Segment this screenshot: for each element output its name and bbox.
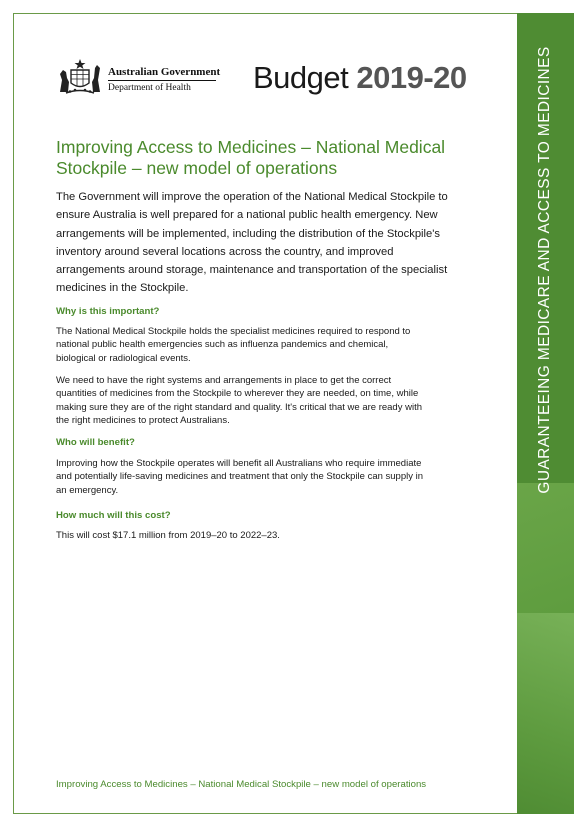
section-paragraph <box>56 457 476 497</box>
paragraph-line: an emergency. <box>56 484 119 496</box>
budget-heading <box>253 60 467 96</box>
department-name: Department of Health <box>108 83 191 93</box>
page-title <box>56 137 476 179</box>
title-line: Improving Access to Medicines – National Medical <box>56 137 446 157</box>
intro-line: arrangements around storage, maintenance and transportation of the specialist <box>56 264 448 277</box>
budget-year: 2019-20 <box>356 60 467 95</box>
intro-paragraph <box>56 188 476 298</box>
intro-line: ensure Australia is well prepared for a national public health emergency. New <box>56 209 438 222</box>
intro-line: arrangements will be implemented, including the distribution of the Stockpile's <box>56 227 440 240</box>
paragraph-line: This will cost $17.1 million from 2019–20 to 2022–23. <box>56 530 280 541</box>
logo-divider <box>108 80 216 81</box>
paragraph-line: biological or radiological events. <box>56 352 191 364</box>
government-logo <box>56 56 226 96</box>
section-paragraph <box>56 374 476 427</box>
intro-line: medicines in the Stockpile. <box>56 282 189 295</box>
budget-word: Budget <box>253 60 349 95</box>
section-heading-cost: How much will this cost? <box>56 510 171 521</box>
section-heading-who-benefit: Who will benefit? <box>56 437 135 448</box>
intro-line: The Government will improve the operation of the National Medical Stockpile to <box>56 191 448 203</box>
paragraph-line: and potentially life-saving medicines and treatment that only the Stockpile can supply in <box>56 471 424 483</box>
paragraph-line: national public health emergencies such as influenza pandemics and chemical, <box>56 339 389 351</box>
coat-of-arms-icon <box>56 56 104 96</box>
paragraph-line: The National Medical Stockpile holds the specialist medicines required to respond to <box>56 326 411 337</box>
paragraph-line: Improving how the Stockpile operates will benefit all Australians who require immediate <box>56 458 422 469</box>
government-name: Australian Government <box>108 66 221 78</box>
section-paragraph <box>56 529 476 542</box>
page-footer: Improving Access to Medicines – National Medical Stockpile – new model of operations <box>56 779 427 790</box>
paragraph-line: quantities of medicines from the Stockpile to wherever they are needed, on time, while <box>56 388 419 400</box>
intro-line: inventory around several locations across the country, and improved <box>56 245 394 258</box>
title-line: Stockpile – new model of operations <box>56 158 338 178</box>
banner-shade-lower <box>517 613 574 814</box>
section-heading-why-important: Why is this important? <box>56 306 160 317</box>
paragraph-line: making sure they are of the right standard and quality. It's critical that we are ready with <box>56 401 422 413</box>
section-paragraph <box>56 325 476 365</box>
paragraph-line: the right medicines to protect Australians. <box>56 414 230 426</box>
paragraph-line: We need to have the right systems and arrangements in place to get the correct <box>56 375 392 386</box>
side-banner-text: GUARANTEEING MEDICARE AND ACCESS TO MEDICINES <box>536 46 553 494</box>
